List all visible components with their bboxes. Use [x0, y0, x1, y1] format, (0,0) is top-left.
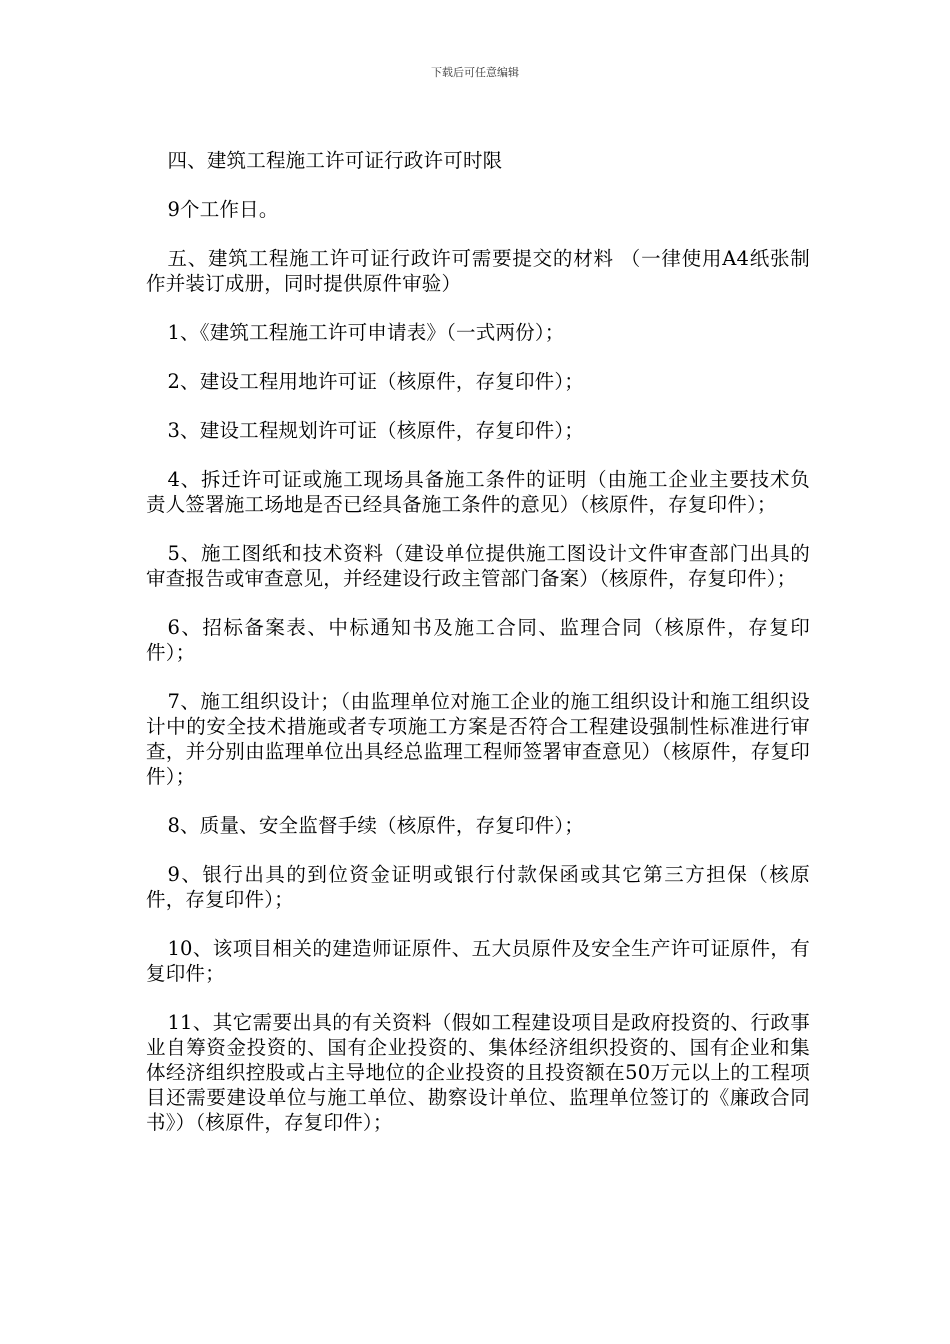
list-item-9: 9、银行出具的到位资金证明或银行付款保函或其它第三方担保（核原件，存复印件）； [146, 863, 810, 911]
paragraph-working-days: 9个工作日。 [167, 198, 279, 221]
page-header-note: 下载后可任意编辑 [431, 66, 519, 79]
list-item-8: 8、质量、安全监督手续（核原件，存复印件）； [167, 814, 584, 837]
list-item-2: 2、建设工程用地许可证（核原件，存复印件）； [167, 370, 584, 393]
document-body [146, 148, 810, 1135]
list-item-11: 11、其它需要出具的有关资料（假如工程建设项目是政府投资的、行政事业自筹资金投资的、国有企业投资的、集体经济组织投资的、国有企业和集体经济组织控股或占主导地位的企业投资的且投资额在50万元以上的工程项目还需要建设单位与施工单位、勘察设计单位、监理单位签订的《廉政合同书》）（核原件，存复印件）； [146, 1011, 810, 1134]
list-item-4: 4、拆迁许可证或施工现场具备施工条件的证明（由施工企业主要技术负责人签署施工场地是否已经具备施工条件的意见）（核原件，存复印件）； [146, 468, 810, 516]
section-heading-time-limit: 四、建筑工程施工许可证行政许可时限 [167, 149, 503, 172]
list-item-7: 7、施工组织设计；（由监理单位对施工企业的施工组织设计和施工组织设计中的安全技术措施或者专项施工方案是否符合工程建设强制性标准进行审查，并分别由监理单位出具经总监理工程师签署审查意见）（核原件，存复印件）； [146, 690, 810, 788]
list-item-6: 6、招标备案表、中标通知书及施工合同、监理合同（核原件，存复印件）； [146, 616, 810, 664]
list-item-5: 5、施工图纸和技术资料（建设单位提供施工图设计文件审查部门出具的审查报告或审查意见，并经建设行政主管部门备案）（核原件，存复印件）； [146, 542, 810, 590]
list-item-3: 3、建设工程规划许可证（核原件，存复印件）； [167, 419, 584, 442]
section-heading-materials: 五、建筑工程施工许可证行政许可需要提交的材料 （一律使用A4纸张制作并装订成册，同时提供原件审验） [146, 247, 810, 295]
list-item-1: 1、《建筑工程施工许可申请表》（一式两份）； [167, 321, 565, 344]
list-item-10: 10、该项目相关的建造师证原件、五大员原件及安全生产许可证原件，有复印件； [146, 937, 810, 985]
